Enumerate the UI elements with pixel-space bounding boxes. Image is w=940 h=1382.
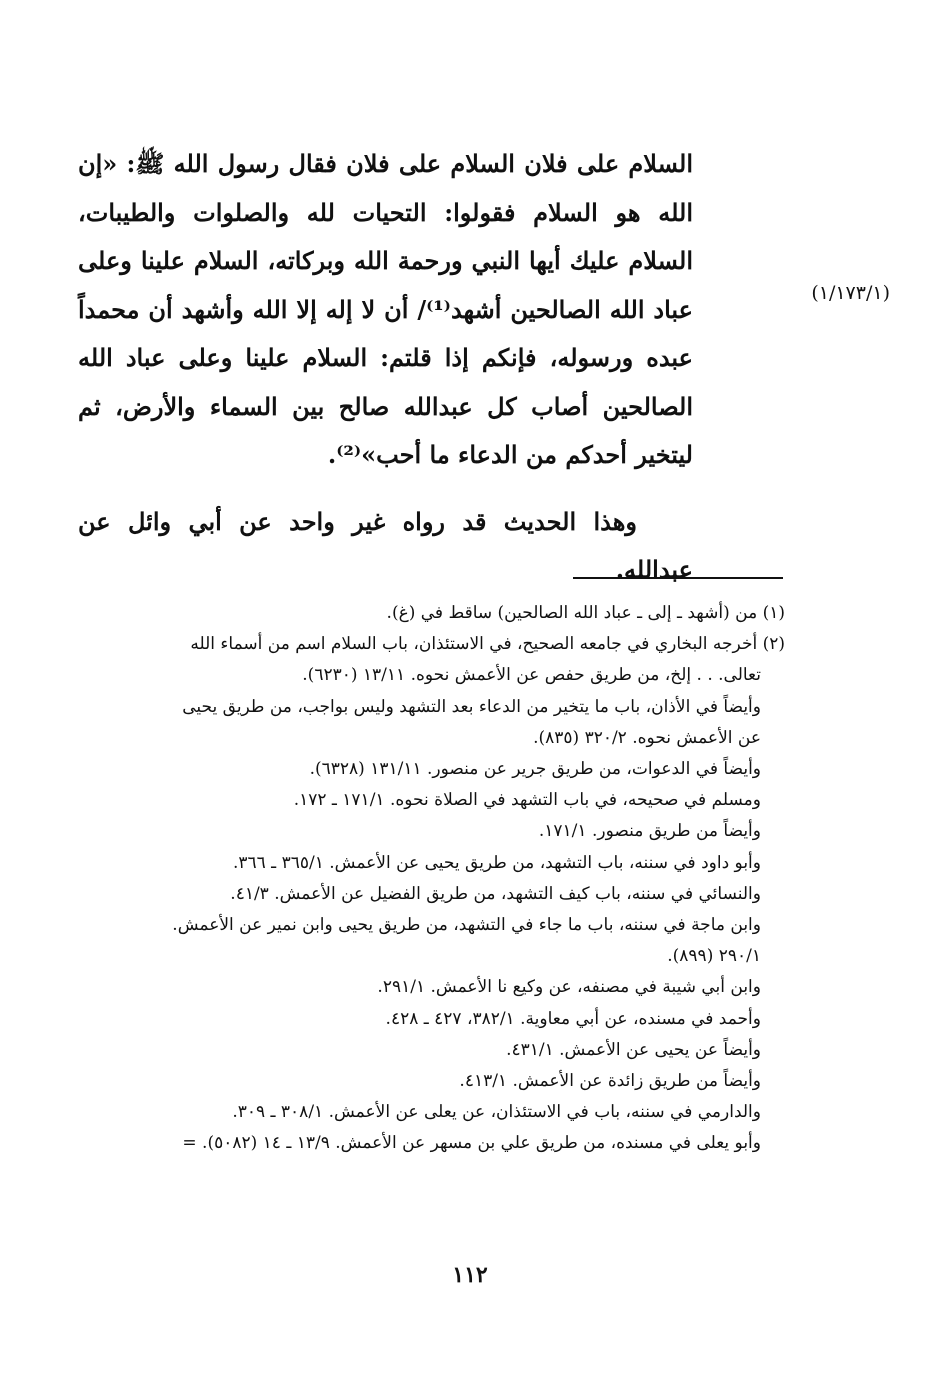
footnote-line: وأيضاً عن يحيى عن الأعمش. ٤٣١/١. bbox=[506, 1039, 761, 1060]
footnote-line: تعالى. . . إلخ، من طريق حفص عن الأعمش نحوه. ١٣/١١ (٦٢٣٠). bbox=[302, 665, 761, 686]
footnote-line: (١) من (أشهد ـ إلى ـ عباد الله الصالحين) ساقط في (غ). bbox=[386, 603, 785, 623]
footnote-line: والنسائي في سننه، باب كيف التشهد، من طريق الفضيل عن الأعمش. ٤١/٣. bbox=[230, 883, 761, 904]
footnote-line: وأيضاً في الأذان، باب ما يتخير من الدعاء بعد التشهد وليس بواجب، من طريق يحيى bbox=[182, 696, 761, 717]
footnote-line: وأحمد في مسنده، عن أبي معاوية. ٣٨٢/١، ٤٢٧ ـ ٤٢٨. bbox=[385, 1008, 761, 1029]
footnote-line: ٢٩٠/١ (٨٩٩). bbox=[667, 946, 761, 967]
footnote-line: عن الأعمش نحوه. ٣٢٠/٢ (٨٣٥). bbox=[533, 727, 761, 748]
main-paragraph-2: وهذا الحديث قد رواه غير واحد عن أبي وائل عن عبدالله. bbox=[78, 506, 693, 584]
footnote-separator bbox=[573, 577, 783, 579]
main-text bbox=[78, 140, 693, 595]
footnote-line: وأيضاً من طريق زائدة عن الأعمش. ٤١٣/١. bbox=[459, 1071, 761, 1092]
footnote-line: وأبو يعلى في مسنده، من طريق علي بن مسهر عن الأعمش. ١٣/٩ ـ ١٤ (٥٠٨٢). = bbox=[182, 1133, 761, 1154]
page-number: ١١٢ bbox=[452, 1262, 488, 1288]
footnote-line: وابن ماجة في سننه، باب ما جاء في التشهد، من طريق يحيى وابن نمير عن الأعمش. bbox=[172, 915, 761, 936]
footnote-line: ومسلم في صحيحه، في باب التشهد في الصلاة نحوه. ١٧١/١ ـ ١٧٢. bbox=[293, 790, 761, 811]
footnote-line: (٢) أخرجه البخاري في جامعه الصحيح، في الاستئذان، باب السلام اسم من أسماء الله bbox=[190, 634, 785, 655]
margin-reference: (١/١٧٣/١) bbox=[811, 282, 890, 304]
footnote-line: والدارمي في سننه، باب في الاستئذان، عن يعلى عن الأعمش. ٣٠٨/١ ـ ٣٠٩. bbox=[232, 1102, 761, 1123]
main-paragraph-1: السلام على فلان السلام على فلان فقال رسول الله ﷺ: «إن الله هو السلام فقولوا: التحيات لله والصلوات والطيبات، السلام عليك أيها النبي ورحمة الله وبركاته، السلام علينا وعلى عباد الله الصالحين أشهد⁽¹⁾/ أن لا إله إلا الله وأشهد أن محمداً عبده ورسوله، فإنكم إذا قلتم: السلام علينا وعلى عباد الله الصالحين أصاب كل عبدالله صالح بين السماء والأرض، ثم ليتخير أحدكم من الدعاء ما أحب»⁽²⁾. bbox=[78, 149, 693, 469]
footnote-line: وأبو داود في سننه، باب التشهد، من طريق يحيى عن الأعمش. ٣٦٥/١ ـ ٣٦٦. bbox=[232, 852, 761, 873]
footnote-line: وأيضاً من طريق منصور. ١٧١/١. bbox=[538, 821, 761, 842]
footnotes bbox=[80, 598, 785, 1160]
footnote-line: وأيضاً في الدعوات، من طريق جرير عن منصور. ١٣١/١١ (٦٣٢٨). bbox=[309, 759, 761, 780]
footnote-line: وابن أبي شيبة في مصنفه، عن وكيع نا الأعمش. ٢٩١/١. bbox=[377, 977, 761, 998]
